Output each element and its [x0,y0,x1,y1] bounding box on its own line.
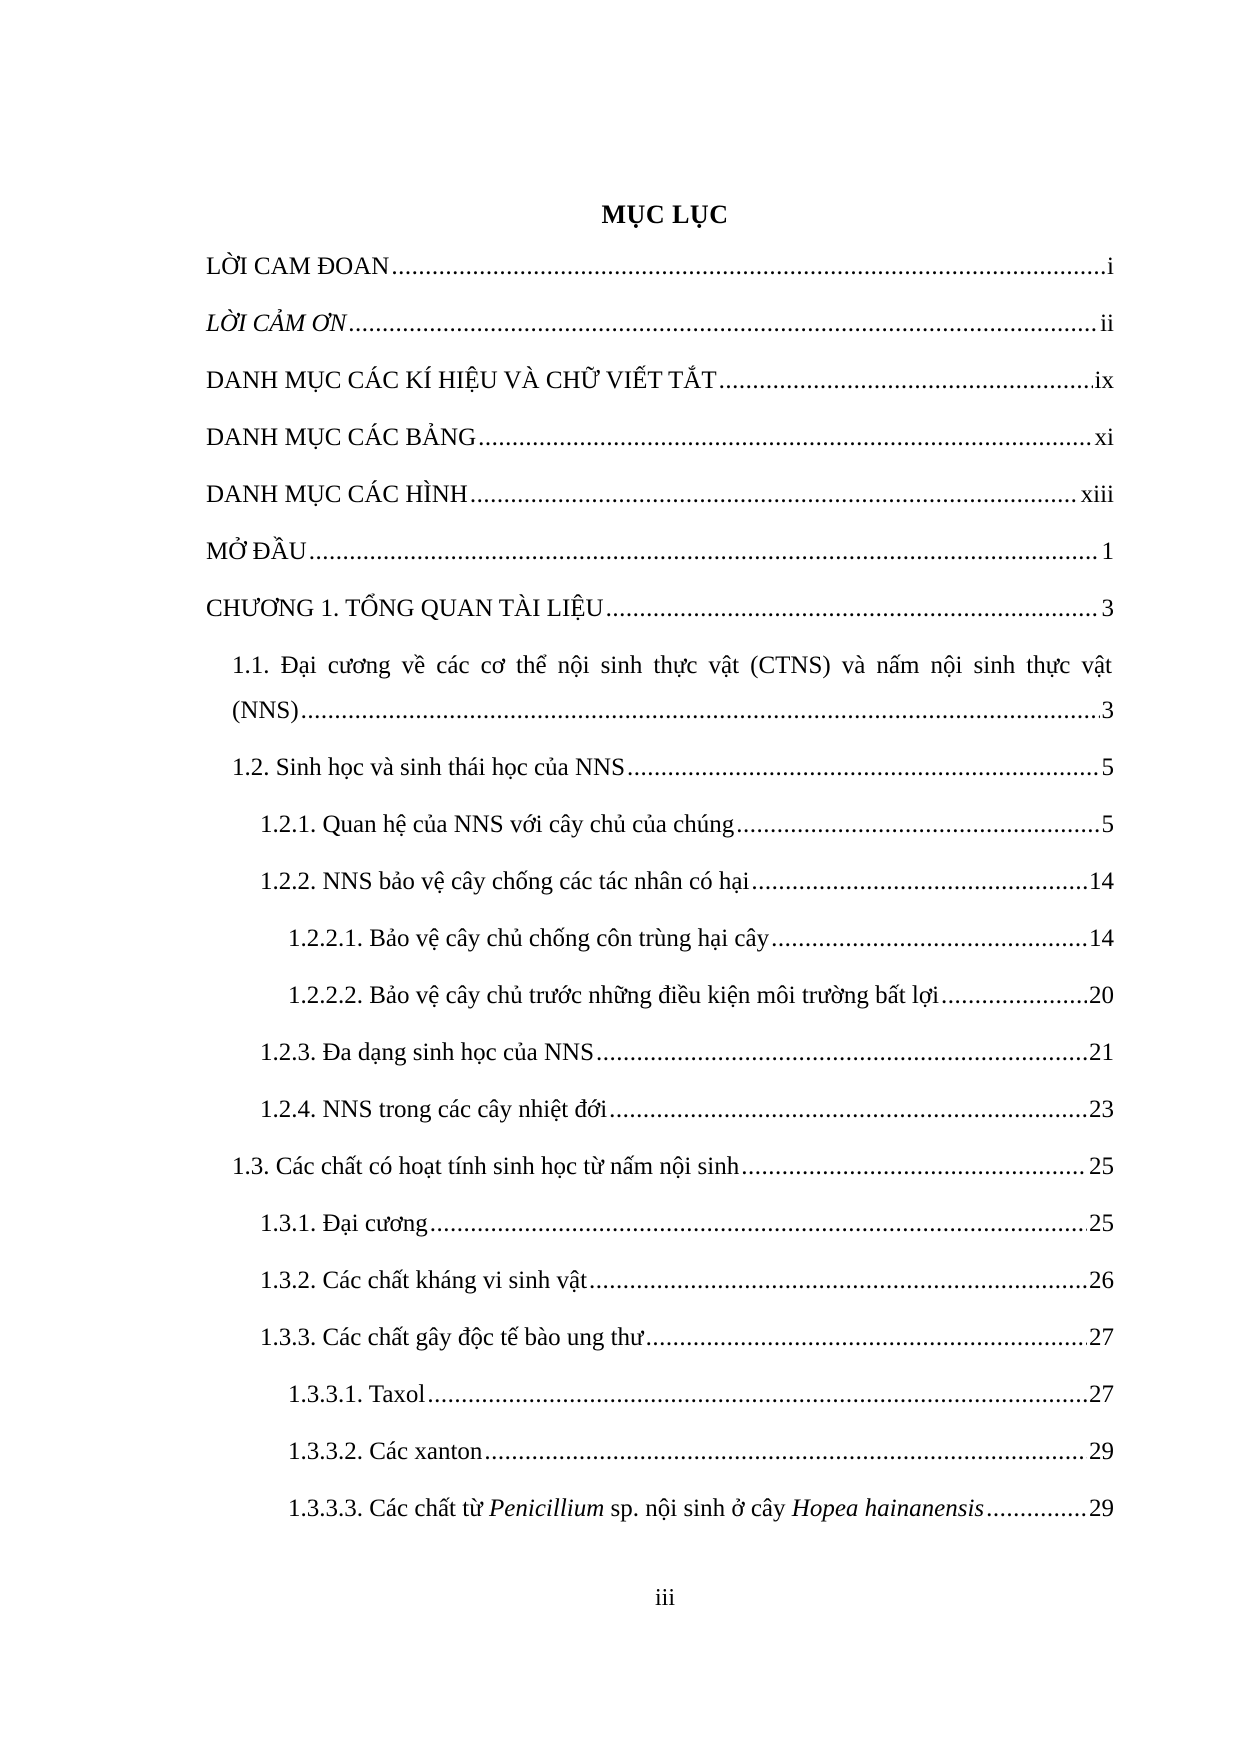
toc-entry-label: 1.2.2.1. Bảo vệ cây chủ chống côn trùng hại cây [288,925,770,952]
toc-entry[interactable] [206,480,1114,537]
toc-entry-label: DANH MỤC CÁC HÌNH [206,481,468,508]
toc-entry[interactable] [206,1095,1114,1152]
dot-leader [589,1266,1087,1296]
label-part: 1.3.3.3. Các chất từ [288,1495,490,1522]
toc-entry[interactable] [206,1380,1114,1437]
toc-entry[interactable] [206,1437,1114,1494]
toc-entry-page: 29 [1089,1438,1114,1465]
toc-entry[interactable] [206,753,1114,810]
toc-entry-label: 1.3.1. Đại cương [260,1210,428,1237]
dot-leader [741,1152,1087,1182]
dot-leader [427,1380,1087,1410]
toc-entry-label: LỜI CẢM ƠN [206,310,347,337]
dot-leader [430,1209,1087,1239]
toc-entry-page: i [1107,253,1114,280]
toc-entry-page: 29 [1089,1495,1114,1522]
dot-leader [309,537,1100,567]
toc-entry-page: xi [1094,424,1114,451]
dot-leader [986,1494,1087,1524]
species-name-host: Hopea hainanensis [791,1495,985,1522]
toc-entry-page: 27 [1089,1324,1114,1351]
toc-entry[interactable] [206,423,1114,480]
toc-entry[interactable] [206,309,1114,366]
table-of-contents [206,252,1114,1551]
toc-entry-label: 1.3.3. Các chất gây độc tế bào ung thư [260,1324,644,1351]
toc-entry-label: 1.2.2. NNS bảo vệ cây chống các tác nhân có hại [260,868,750,895]
dot-leader [941,981,1087,1011]
toc-entry-label-line2: (NNS) [232,697,299,724]
toc-entry-label: 1.2.1. Quan hệ của NNS với cây chủ của chúng [260,811,735,838]
toc-entry[interactable] [206,252,1114,309]
page-number-footer: iii [654,1585,675,1611]
toc-entry-page: 5 [1101,811,1114,838]
dot-leader [470,480,1079,510]
dot-leader [627,753,1099,783]
toc-entry[interactable] [206,1038,1114,1095]
label-part: sp. nội sinh ở cây [604,1495,792,1522]
toc-entry-page: 25 [1089,1153,1114,1180]
toc-entry[interactable] [206,1323,1114,1380]
toc-entry-page: xiii [1080,481,1114,508]
toc-entry-multiline[interactable] [206,651,1114,696]
toc-entry[interactable] [206,924,1114,981]
toc-entry-label: 1.3. Các chất có hoạt tính sinh học từ nấm nội sinh [232,1153,740,1180]
toc-entry-label [288,1494,984,1524]
toc-entry[interactable] [206,867,1114,924]
dot-leader [484,1437,1087,1467]
toc-entry-page: 25 [1089,1210,1114,1237]
dot-leader [391,252,1105,282]
toc-entry-label: DANH MỤC CÁC KÍ HIỆU VÀ CHỮ VIẾT TẮT [206,367,717,394]
dot-leader [348,309,1098,339]
toc-entry-page: 20 [1089,982,1114,1009]
dot-leader [751,867,1087,897]
dot-leader [771,924,1087,954]
toc-entry-label: 1.3.2. Các chất kháng vi sinh vật [260,1267,588,1294]
toc-entry-page: ii [1100,310,1114,337]
toc-entry-label: 1.2.4. NNS trong các cây nhiệt đới [260,1096,608,1123]
toc-entry-page: 1 [1101,538,1114,565]
dot-leader [596,1038,1087,1068]
toc-entry-label: LỜI CAM ĐOAN [206,253,390,280]
toc-entry[interactable] [206,981,1114,1038]
toc-entry-label-line1: 1.1. Đại cương về các cơ thể nội sinh thực vật (CTNS) và nấm nội sinh thực vật [232,652,1112,679]
toc-entry-label: CHƯƠNG 1. TỔNG QUAN TÀI LIỆU [206,595,604,622]
toc-entry-label: 1.2.2.2. Bảo vệ cây chủ trước những điều kiện môi trường bất lợi [288,982,940,1009]
toc-entry-label: 1.3.3.2. Các xanton [288,1438,483,1465]
toc-entry[interactable] [206,1494,1114,1551]
toc-entry-page: 5 [1101,754,1114,781]
toc-entry-label: DANH MỤC CÁC BẢNG [206,424,477,451]
dot-leader [719,366,1093,396]
dot-leader [606,594,1100,624]
toc-entry-label: 1.2. Sinh học và sinh thái học của NNS [232,754,626,781]
toc-entry[interactable] [206,810,1114,867]
toc-entry[interactable] [206,1209,1114,1266]
dot-leader [301,696,1100,726]
toc-entry[interactable] [206,1152,1114,1209]
toc-entry-label: 1.3.3.1. Taxol [288,1381,426,1408]
toc-entry[interactable] [206,594,1114,651]
toc-entry-continuation[interactable] [206,696,1114,753]
dot-leader [478,423,1092,453]
toc-entry-page: 26 [1089,1267,1114,1294]
toc-entry-page: 14 [1089,925,1114,952]
toc-entry-page: ix [1094,367,1114,394]
toc-entry[interactable] [206,537,1114,594]
dot-leader [646,1323,1087,1353]
toc-entry-label: 1.2.3. Đa dạng sinh học của NNS [260,1039,594,1066]
toc-entry-page: 27 [1089,1381,1114,1408]
toc-entry-page: 3 [1101,595,1114,622]
toc-entry-page: 3 [1101,697,1114,724]
toc-entry-page: 23 [1089,1096,1114,1123]
toc-entry-label: MỞ ĐẦU [206,538,307,565]
page-title: MỤC LỤC [601,200,729,229]
toc-entry-page: 21 [1089,1039,1114,1066]
toc-entry-page: 14 [1089,868,1114,895]
dot-leader [609,1095,1087,1125]
toc-entry[interactable] [206,1266,1114,1323]
toc-entry[interactable] [206,366,1114,423]
species-name-genus: Penicillium [489,1495,605,1522]
dot-leader [736,810,1099,840]
